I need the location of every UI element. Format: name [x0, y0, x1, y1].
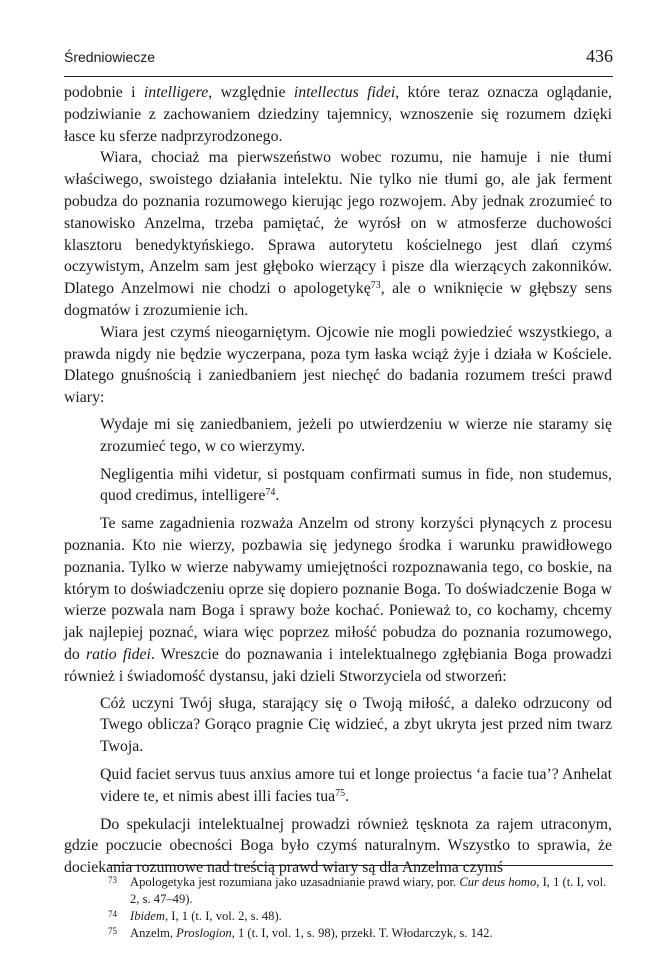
footnote-number: 74 — [108, 909, 117, 919]
text-run: . Wreszcie do poznawania i intelektualnego zgłębiania Boga prowadzi również i świadomość dystansu, jaki dzieli Stworzyciela od stworzeń: — [64, 645, 613, 685]
quote-polish: Wydaje mi się zaniedbaniem, jeżeli po utwierdzeniu w wierze nie staramy się zrozumieć tego, w co wierzymy. — [100, 415, 612, 455]
footnote-74 — [108, 908, 613, 925]
footnote-number: 73 — [108, 875, 117, 885]
footnote-73 — [108, 874, 613, 908]
italic-title: Cur deus homo — [459, 875, 537, 889]
text-run: podobnie i — [64, 84, 144, 101]
text-run: , I, 1 (t. I, vol. 2, s. 47–49). — [130, 875, 607, 906]
footnote-ref: 75 — [335, 787, 346, 799]
text-run: , I, 1 (t. I, vol. 2, s. 48). — [164, 909, 282, 923]
text-run: Te same zagadnienia rozważa Anzelm od strony korzyści płynących z procesu poznania. Kto nie wierzy, pozbawia się jedynego środka i warunku prawidłowego poznania. Tylko w wierze nabywamy umiejętności rozpoznawania tego, co boskie, na którym to doświadczeniu oprze się dopiero poznanie Boga. To doświadczenie Boga w wierze pozwala nam Boga i sprawy boże kochać. Ponieważ to, co kochamy, chcemy jak najlepiej poznać, wiara więc poprzez miłość pobudza do poznania rozumowego, do — [64, 515, 612, 663]
italic-title: Ibidem — [130, 909, 165, 923]
footnotes — [108, 874, 613, 942]
text-run: Wiara, chociaż ma pierwszeństwo wobec rozumu, nie hamuje i nie tłumi właściwego, swoistego działania intelektu. Nie tylko nie tłumi go, ale jak ferment pobudza do poznania rozumowego kierując jego rozwojem. Aby jednak zrozumieć to stanowisko Anzelma, trzeba pamiętać, że wyrósł on w atmosferze duchowości klasztoru benedyktyńskiego. Sprawa autorytetu kościelnego jest dlań czymś oczywistym, Anzelm sam jest głęboko wierzący i pisze dla wierzących zakonników. Dlatego Anzelmowi nie chodzi o apologetykę — [64, 149, 612, 298]
italic-term: intellectus fidei — [293, 84, 396, 101]
italic-title: Proslogion — [176, 926, 232, 940]
text-run: Apologetyka jest rozumiana jako uzasadnianie prawd wiary, por. — [130, 875, 460, 889]
block-quote-2 — [100, 693, 612, 808]
footnote-divider — [108, 865, 613, 866]
block-quote-1 — [100, 414, 612, 507]
italic-term: intelligere — [143, 84, 209, 101]
text-run: Quid faciet servus tuus anxius amore tui et longe proiectus ‘a facie tua’? Anhelat videre te, et nimis abest illi facies tua — [100, 765, 612, 805]
text-run: Anzelm, — [130, 926, 177, 940]
text-run: , które teraz oznacza oglądanie, podziwianie z zachowaniem dziedziny tajemnicy, wznoszenie się rozumem dzięki łasce ku sferze nadprzyrodzonego. — [64, 84, 612, 145]
paragraph-2 — [64, 147, 612, 321]
paragraph-4 — [64, 513, 612, 687]
quote-polish: Cóż uczyni Twój sługa, starający się o Twoją miłość, a daleko odrzucony od Twego oblicza? Gorąco pragnie Cię widzieć, a zbyt ukryta jest przed nim twarz Twoja. — [100, 694, 612, 756]
italic-term: ratio fidei — [85, 645, 151, 663]
footnote-ref: 74 — [265, 487, 276, 499]
text-run: Negligentia mihi videtur, si postquam confirmati sumus in fide, non studemus, quod credimus, intelligere — [100, 465, 612, 505]
quote-latin — [100, 464, 612, 508]
paragraph-1 — [64, 82, 612, 147]
text-run: . — [275, 487, 280, 505]
text-run: , 1 (t. I, vol. 1, s. 98), przekł. T. Włodarczyk, s. 142. — [231, 926, 493, 940]
text-run: , względnie — [208, 84, 294, 101]
footnote-ref: 73 — [370, 280, 381, 292]
quote-latin — [100, 764, 612, 808]
paragraph-5: Do spekulacji intelektualnej prowadzi również tęsknota za rajem utraconym, gdzie poczucie obecności Boga było czymś naturalnym. Wszystko to sprawia, że dociekania rozumowe nad treścią prawd wiary są dla Anzelma czymś — [64, 815, 612, 877]
text-run: , ale o wniknięcie w głębszy sens dogmatów i zrozumienie ich. — [64, 280, 612, 319]
footnote-number: 75 — [108, 926, 117, 936]
paragraph-3: Wiara jest czymś nieogarniętym. Ojcowie nie mogli powiedzieć wszystkiego, a prawda nigdy nie będzie wyczerpana, poza tym łaska wciąż żyje i działa w Kościele. Dlatego gnuśnością i zaniedbaniem jest niechęć do badania rozumem treści prawd wiary: — [64, 323, 612, 407]
text-run: . — [345, 787, 350, 805]
page-body — [64, 82, 612, 879]
running-title: Średniowiecze — [64, 49, 156, 65]
footnote-75 — [108, 925, 613, 942]
page-number: 436 — [586, 46, 613, 66]
running-header — [64, 46, 613, 77]
